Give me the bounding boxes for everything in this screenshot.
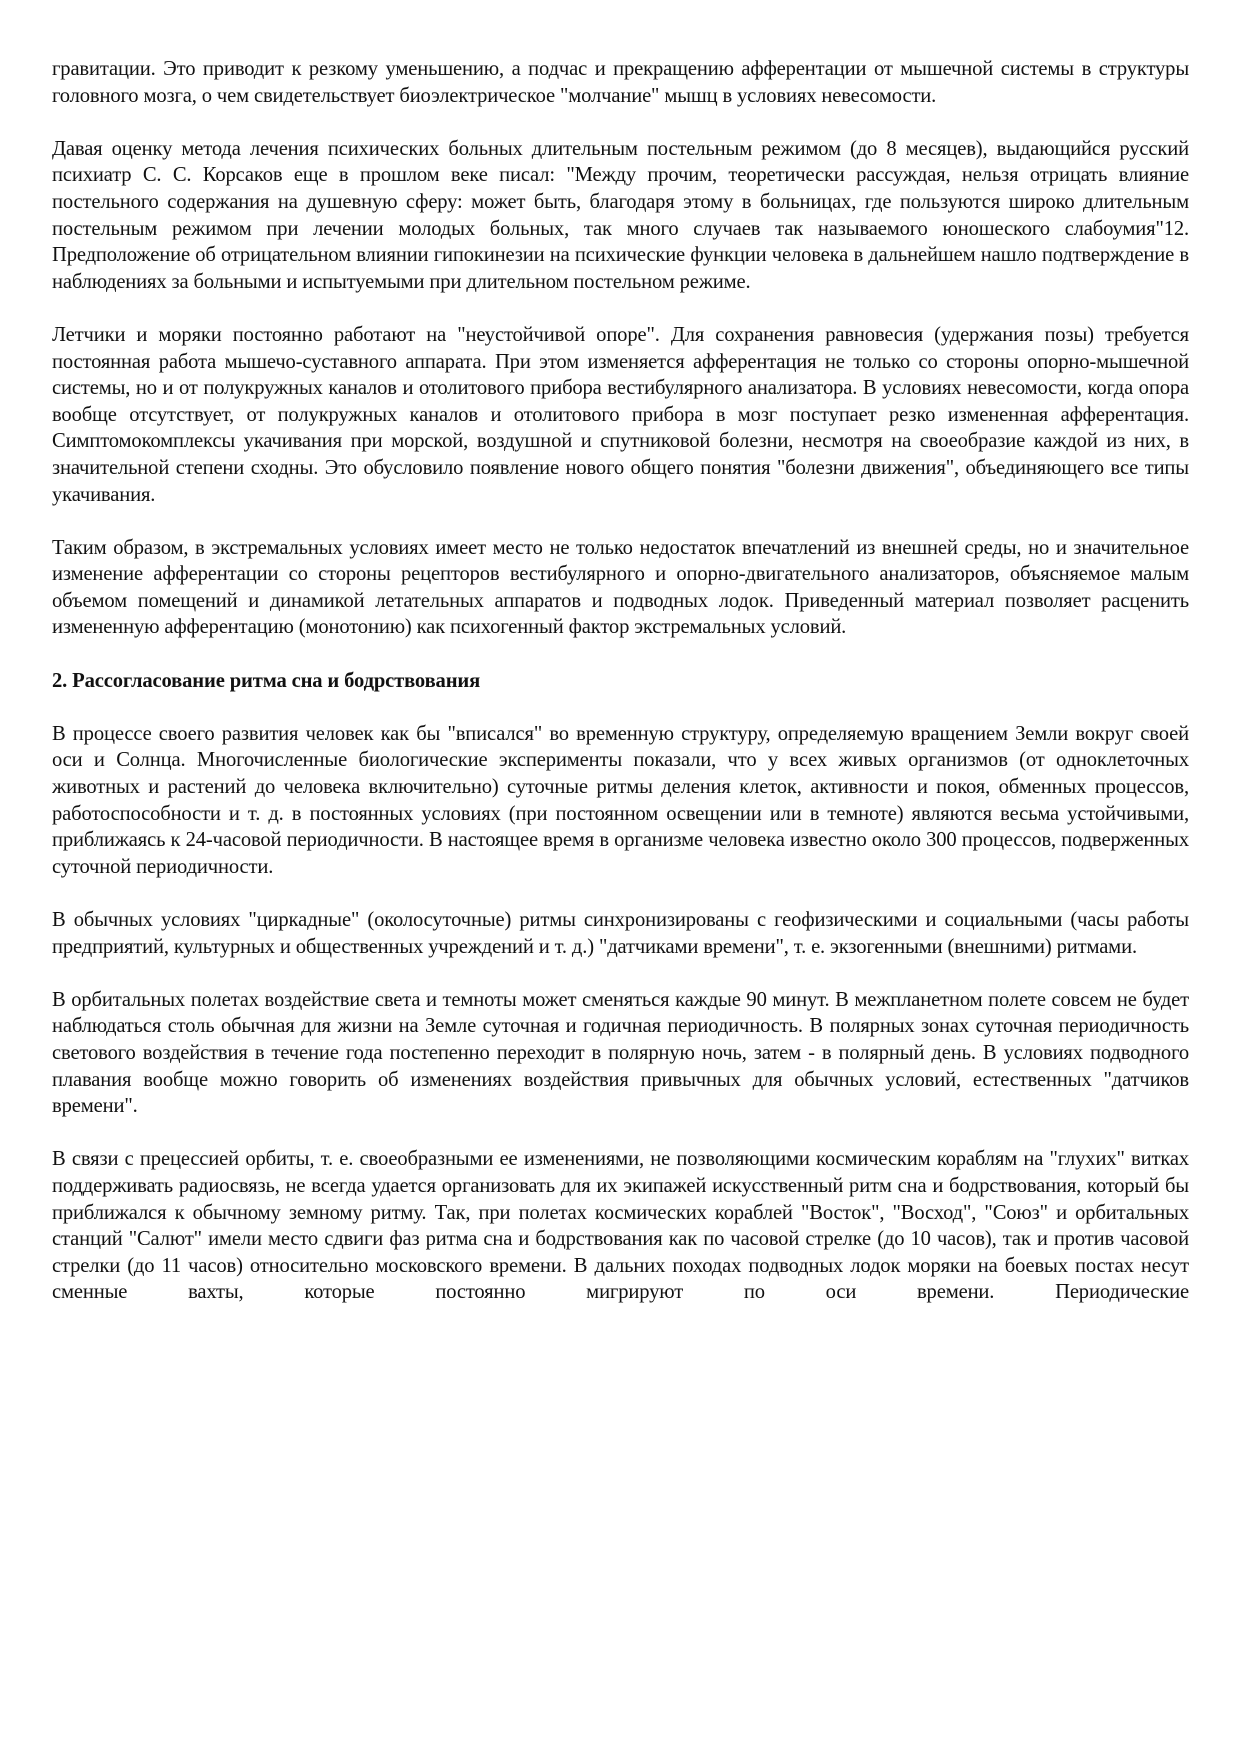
paragraph-circadian-rhythms: В обычных условиях "циркадные" (околосуточные) ритмы синхронизированы с геофизическими и социальными (часы работы предприятий, культурных и общественных учреждений и т. д.) "датчиками времени", т. е. экзогенными (внешними) ритмами. [52, 909, 1189, 958]
section-heading: 2. Рассогласование ритма сна и бодрствования [52, 669, 481, 692]
paragraph-pilots-sailors: Летчики и моряки постоянно работают на "неустойчивой опоре". Для сохранения равновесия (удержания позы) требуется постоянная работа мышечо-суставного аппарата. При этом изменяется афферентация не только со стороны опорно-мышечной системы, но и от полукружных каналов и отолитового прибора вестибулярного анализатора. В условиях невесомости, когда опора вообще отсутствует, от полукружных каналов и отолитового прибора в мозг поступает резко измененная афферентация. Симптомокомплексы укачивания при морской, воздушной и спутниковой болезни, несмотря на своеобразие каждой из них, в значительной степени сходны. Это обусловило появление нового общего понятия "болезни движения", объединяющего все типы укачивания. [52, 323, 1189, 506]
document-page [52, 56, 1189, 1333]
paragraph-monotony-conclusion: Таким образом, в экстремальных условиях имеет место не только недостаток впечатлений из внешней среды, но и значительное изменение афферентации со стороны рецепторов вестибулярного и опорно-двигательного анализаторов, объясняемое малым объемом помещений и динамикой летательных аппаратов и подводных лодок. Приведенный материал позволяет расценить измененную афферентацию (монотонию) как психогенный фактор экстремальных условий. [52, 536, 1189, 639]
paragraph-orbital-flights: В орбитальных полетах воздействие света и темноты может сменяться каждые 90 минут. В межпланетном полете совсем не будет наблюдаться столь обычная для жизни на Земле суточная и годичная периодичность. В полярных зонах суточная периодичность светового воздействия в течение года постепенно переходит в полярную ночь, затем - в полярный день. В условиях подводного плавания вообще можно говорить об изменениях воздействия привычных для обычных условий, естественных "датчиков времени". [52, 988, 1189, 1118]
paragraph-korsakov: Давая оценку метода лечения психических больных длительным постельным режимом (до 8 месяцев), выдающийся русский психиатр С. С. Корсаков еще в прошлом веке писал: "Между прочим, теоретически рассуждая, нельзя отрицать влияние постельного содержания на душевную сферу: может быть, благодаря этому в больницах, где пользуются широко длительным постельным режимом при лечении молодых больных, так много случаев так называемого юношеского слабоумия"12. Предположение об отрицательном влиянии гипокинезии на психические функции человека в дальнейшем нашло подтверждение в наблюдениях за больными и испытуемыми при длительном постельном режиме. [52, 137, 1189, 293]
paragraph-gravity: гравитации. Это приводит к резкому уменьшению, а подчас и прекращению афферентации от мышечной системы в структуры головного мозга, о чем свидетельствует биоэлектрическое "молчание" мышц в условиях невесомости. [52, 58, 1189, 107]
paragraph-time-structure: В процессе своего развития человек как бы "вписался" во временную структуру, определяемую вращением Земли вокруг своей оси и Солнца. Многочисленные биологические эксперименты показали, что у всех живых организмов (от одноклеточных животных и растений до человека включительно) суточные ритмы деления клеток, активности и покоя, обменных процессов, работоспособности и т. д. в постоянных условиях (при постоянном освещении или в темноте) являются весьма устойчивыми, приближаясь к 24-часовой периодичности. В настоящее время в организме человека известно около 300 процессов, подверженных суточной периодичности. [52, 722, 1189, 878]
paragraph-orbit-precession: В связи с прецессией орбиты, т. е. своеобразными ее изменениями, не позволяющими космическим кораблям на "глухих" витках поддерживать радиосвязь, не всегда удается организовать для их экипажей искусственный ритм сна и бодрствования, который бы приближался к обычному земному ритму. Так, при полетах космических кораблей "Восток", "Восход", "Союз" и орбитальных станций "Салют" имели место сдвиги фаз ритма сна и бодрствования как по часовой стрелке (до 10 часов), так и против часовой стрелки (до 11 часов) относительно московского времени. В дальних походах подводных лодок моряки на боевых постах несут сменные вахты, которые постоянно мигрируют по оси времени. Периодические [52, 1148, 1189, 1304]
